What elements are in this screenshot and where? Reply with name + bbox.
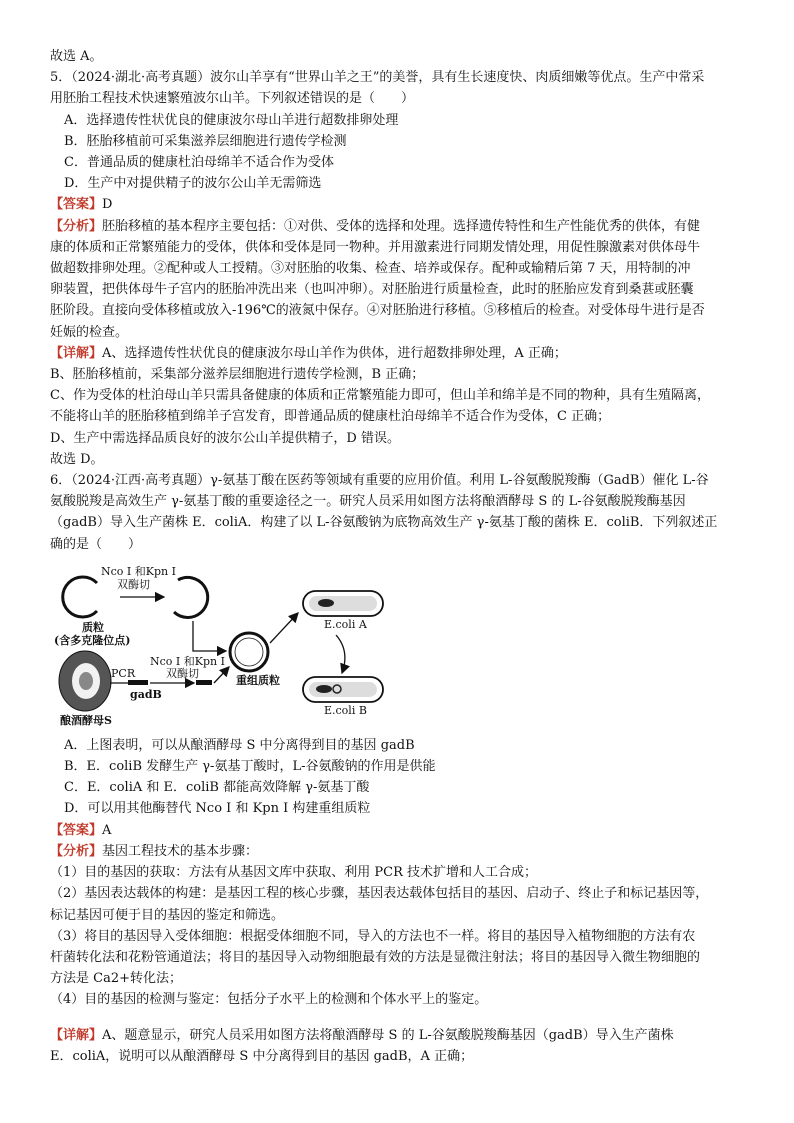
q6-option-c: C．E．coliA 和 E．coliB 都能高效降解 γ-氨基丁酸: [64, 780, 370, 796]
q6-stem-line-2: 氨酸脱羧是高效生产 γ-氨基丁酸的重要途径之一。研究人员采用如图方法将酿酒酵母 S 的 L-谷氨酸脱羧酶基因: [50, 494, 686, 510]
q5-option-c: C．普通品质的健康杜泊母绵羊不适合作为受体: [64, 155, 334, 171]
q5-answer-value: D: [102, 197, 113, 213]
arrow-fragment-to-recombinant: [214, 667, 229, 683]
q5-detail-line-1: 【详解】A、选择遗传性状优良的健康波尔母山羊作为供体，进行超数排卵处理，A 正确；: [50, 345, 567, 361]
plasmid-circle: [63, 577, 97, 617]
q5-analysis-line-1: 【分析】胚胎移植的基本程序主要包括：①对供、受体的选择和处理。选择遗传特性和生产性能优秀的供体，有健: [50, 218, 701, 234]
q6-analysis-line-1: （1）目的基因的获取：方法有从基因文库中获取、利用 PCR 技术扩增和人工合成；: [50, 865, 538, 881]
q5-analysis-line-3: 做超数排卵处理。②配种或人工授精。③对胚胎的收集、检查、培养或保存。配种或输精后第 7 天，用特制的冲: [50, 261, 691, 277]
q6-stem-line-4: 确的是（ ）: [50, 536, 142, 552]
fig-recombinant-label: 重组质粒: [236, 673, 280, 687]
q6-analysis-line-6: 方法是 Ca2+转化法；: [50, 971, 182, 987]
q6-analysis-line-3: 标记基因可便于目的基因的鉴定和筛选。: [50, 907, 285, 923]
spacer: [50, 1011, 744, 1025]
fig-yeast-label: 酿酒酵母S: [60, 713, 112, 727]
recombinant-plasmid: [230, 633, 268, 671]
q5-option-a: A．选择遗传性状优良的健康波尔母山羊进行超数排卵处理: [64, 112, 399, 128]
q6-stem-line-3: （gadB）导入生产菌株 E．coliA．构建了以 L-谷氨酸钠为底物高效生产 γ-氨基丁酸的菌株 E．coliB．下列叙述正: [50, 515, 718, 531]
q5-stem-line-2: 用胚胎工程技术快速繁殖波尔山羊。下列叙述错误的是（ ）: [50, 91, 415, 107]
fig-enzyme-top-1: Nco I 和Kpn I: [101, 564, 176, 578]
prev-conclusion: 故选 A。: [50, 49, 103, 64]
q5-answer: [50, 194, 744, 215]
q6-stem-line-1: 6．（2024·江西·高考真题）γ-氨基丁酸在医药等领域有重要的应用价值。利用 L-谷氨酸脱羧酶（GadB）催化 L-谷: [50, 473, 709, 489]
q6-answer: [50, 820, 744, 841]
q5-detail-line-4: 不能将山羊的胚胎移植到绵羊子宫发育，即普通品质的健康杜泊母绵羊不适合作为受体，C 正确；: [50, 409, 611, 425]
q6-answer-tag: 【答案】: [50, 822, 103, 838]
q6-analysis-line-5: 杆菌转化法和花粉管通道法；将目的基因导入动物细胞最有效的方法是显微注射法；将目的基因导入微生物细胞的: [50, 949, 701, 965]
q6-analysis-head: 【分析】基因工程技术的基本步骤：: [50, 843, 259, 859]
fig-plasmid-sublabel: (含多克隆位点): [54, 633, 131, 647]
q5-analysis-line-6: 妊娠的检查。: [50, 324, 129, 340]
fig-enzyme-top-2: 双酶切: [117, 577, 150, 591]
q5-analysis-line-4: 卵装置，把供体母牛子宫内的胚胎冲洗出来（也叫冲卵）。对胚胎进行质量检查，此时的胚胎应发育到桑葚或胚囊: [50, 282, 694, 298]
gene-engineering-figure: [54, 563, 474, 729]
q6-analysis-line-7: （4）目的基因的检测与鉴定：包括分子水平上的检测和个体水平上的鉴定。: [50, 992, 488, 1008]
q5-option-d: D．生产中对提供精子的波尔公山羊无需筛选: [64, 176, 322, 192]
arrow-ecoli-a-to-b: [336, 635, 345, 673]
q6-detail-line-1: 【详解】A、题意显示，研究人员采用如图方法将酿酒酵母 S 的 L-谷氨酸脱羧酶基因（gadB）导入生产菌株: [50, 1027, 674, 1043]
fig-enzyme-bottom-2: 双酶切: [166, 666, 199, 680]
q6-option-b: B．E．coliB 发酵生产 γ-氨基丁酸时，L-谷氨酸钠的作用是供能: [64, 759, 436, 775]
q6-analysis-line-2: （2）基因表达载体的构建：是基因工程的核心步骤，基因表达载体包括目的基因、启动子、终止子和标记基因等，: [50, 886, 709, 902]
q6-option-a: A．上图表明，可以从酿酒酵母 S 中分离得到目的基因 gadB: [64, 737, 415, 753]
fig-plasmid-label: 质粒: [82, 620, 104, 634]
q6-analysis-line-4: （3）将目的基因导入受体细胞：根据受体细胞不同，导入的方法也不一样。将目的基因导入植物细胞的方法有农: [50, 928, 696, 944]
cut-plasmid-circle: [174, 577, 208, 617]
gadb-fragment: [128, 680, 148, 685]
arrow-recombinant-to-ecoli-a: [270, 613, 298, 643]
arrow-cut-to-recombinant: [193, 621, 226, 651]
q5-option-b: B．胚胎移植前可采集滋养层细胞进行遗传学检测: [64, 133, 347, 149]
q6-analysis-tag: 【分析】: [50, 843, 103, 859]
q5-detail-line-5: D、生产中需选择品质良好的波尔公山羊提供精子，D 错误。: [50, 430, 400, 446]
q5-analysis-line-5: 胚阶段。直接向受体移植或放入-196℃的液氮中保存。④对胚胎进行移植。⑤移植后的检查。对受体母牛进行是否: [50, 303, 705, 319]
q5-answer-tag: 【答案】: [50, 197, 103, 213]
q6-answer-value: A: [102, 822, 112, 838]
fig-ecoli-b-label: E.coli B: [324, 703, 367, 717]
q5-stem-line-1: 5．（2024·湖北·高考真题）波尔山羊享有“世界山羊之王”的美誉，具有生长速度快、肉质细嫩等优点。生产中常采: [50, 70, 705, 86]
fig-ecoli-a-label: E.coli A: [324, 617, 367, 631]
q5-detail-tag: 【详解】: [50, 345, 103, 361]
q6-option-d: D．可以用其他酶替代 Nco I 和 Kpn I 构建重组质粒: [64, 801, 371, 817]
q5-analysis-tag: 【分析】: [50, 218, 103, 234]
q5-analysis-line-2: 康的体质和正常繁殖能力的受体，供体和受体是同一物种。并用激素进行同期发情处理，用促性腺激素对供体母牛: [50, 239, 701, 255]
q5-conclusion: 故选 D。: [50, 451, 104, 467]
digested-fragment: [196, 680, 212, 685]
fig-pcr-label: PCR: [111, 666, 136, 680]
q5-detail-line-2: B、胚胎移植前，采集部分滋养层细胞进行遗传学检测，B 正确；: [50, 367, 425, 383]
q5-detail-line-3: C、作为受体的杜泊母山羊只需具备健康的体质和正常繁殖能力即可，但山羊和绵羊是不同的物种，具有生殖隔离，: [50, 388, 710, 404]
q6-detail-line-2: E．coliA，说明可以从酿酒酵母 S 中分离得到目的基因 gadB，A 正确；: [50, 1048, 474, 1064]
q6-detail-tag: 【详解】: [50, 1027, 103, 1043]
fig-enzyme-bottom-1: Nco I 和Kpn I: [150, 654, 225, 668]
fig-gene-label: gadB: [130, 687, 162, 701]
